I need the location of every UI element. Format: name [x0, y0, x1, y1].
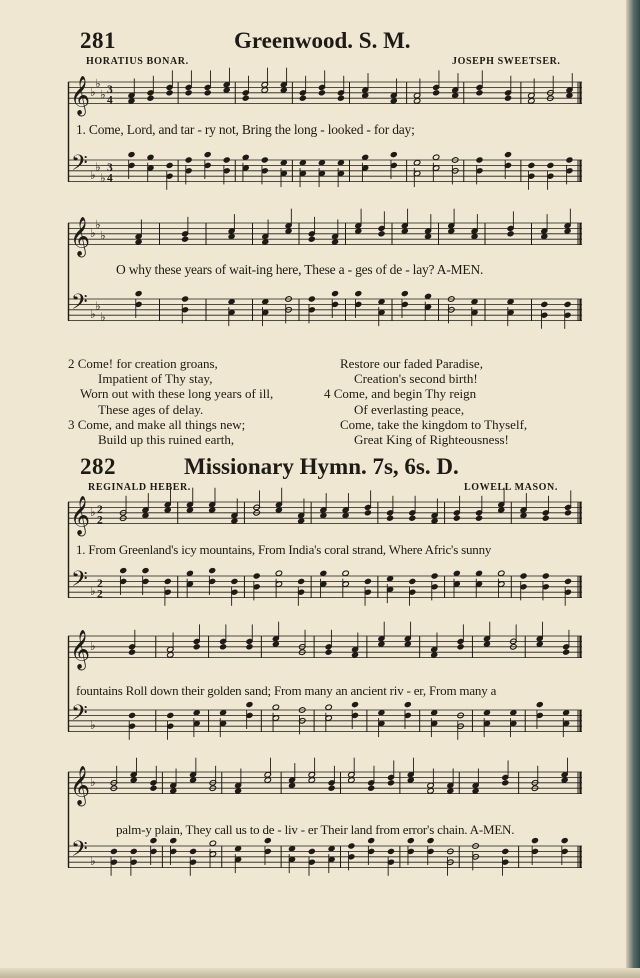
- svg-text:♭: ♭: [90, 168, 96, 183]
- svg-text:♭: ♭: [90, 225, 96, 240]
- svg-text:2: 2: [97, 503, 103, 516]
- svg-text:3: 3: [107, 83, 113, 96]
- verse-line: 3 Come, and make all things new;: [68, 416, 246, 432]
- verse-line: Build up this ruined earth,: [98, 431, 235, 447]
- hymn-title: Greenwood. S. M.: [234, 28, 411, 53]
- svg-text:♭: ♭: [90, 854, 96, 869]
- music-system: [68, 74, 582, 220]
- bass-clef-icon: 𝄢: [71, 567, 88, 598]
- svg-text:♭: ♭: [100, 228, 106, 243]
- hymn-title: Missionary Hymn. 7s, 6s. D.: [184, 454, 459, 479]
- treble-clef-icon: 𝄞: [70, 75, 91, 116]
- svg-text:♭: ♭: [90, 638, 96, 653]
- hymn-number: 281: [80, 28, 116, 53]
- svg-text:♭: ♭: [95, 217, 101, 232]
- bass-clef-icon: 𝄢: [71, 837, 88, 868]
- treble-clef-icon: 𝄞: [70, 629, 91, 670]
- verse-line: 2 Come! for creation groans,: [68, 356, 218, 371]
- lyric-line: 1. From Greenland's icy mountains, From India's coral strand, Where Afric's sunny: [76, 542, 492, 557]
- svg-text:♭: ♭: [100, 170, 106, 185]
- svg-text:2: 2: [97, 577, 103, 590]
- svg-text:♭: ♭: [90, 718, 96, 733]
- verses-right: [324, 356, 527, 447]
- music-staff-graphic: [68, 74, 582, 220]
- treble-clef-icon: 𝄞: [70, 765, 91, 806]
- svg-text:2: 2: [97, 588, 103, 601]
- hymn-composer: LOWELL MASON.: [464, 482, 558, 493]
- svg-text:♭: ♭: [100, 87, 106, 102]
- treble-clef-icon: 𝄞: [70, 495, 91, 536]
- svg-text:♭: ♭: [95, 76, 101, 91]
- svg-text:♭: ♭: [90, 504, 96, 519]
- bass-clef-icon: 𝄢: [71, 290, 88, 321]
- music-staff-graphic: [68, 494, 582, 628]
- hymn-author: HORATIUS BONAR.: [86, 56, 189, 67]
- svg-text:♭: ♭: [95, 160, 101, 175]
- bottom-edge: [0, 968, 640, 978]
- bass-clef-icon: 𝄢: [71, 701, 88, 732]
- hymn-number: 282: [80, 454, 116, 479]
- verse-line: 4 Come, and begin Thy reign: [324, 386, 477, 402]
- bass-clef-icon: 𝄢: [71, 151, 88, 182]
- verse-line: Worn out with these long years of ill,: [80, 386, 274, 402]
- hymn-composer: JOSEPH SWEETSER.: [452, 56, 561, 67]
- svg-text:2: 2: [97, 514, 103, 527]
- svg-text:3: 3: [107, 161, 113, 174]
- svg-text:4: 4: [107, 172, 113, 185]
- hymn-author: REGINALD HEBER.: [88, 482, 191, 493]
- lyric-line: palm-y plain, They call us to de - liv - er Their land from error's chain. A-MEN.: [116, 822, 515, 837]
- verses-left: [68, 356, 273, 447]
- verse-line: These ages of delay.: [98, 401, 204, 417]
- verse-line: Creation's second birth!: [354, 371, 478, 387]
- lyric-line: 1. Come, Lord, and tar - ry not, Bring the long - looked - for day;: [76, 122, 415, 137]
- verse-line: Of everlasting peace,: [354, 401, 465, 417]
- svg-text:♭: ♭: [90, 307, 96, 322]
- verse-line: Restore our faded Paradise,: [340, 356, 483, 371]
- svg-text:♭: ♭: [90, 774, 96, 789]
- verse-line: Great King of Righteousness!: [354, 431, 509, 447]
- svg-text:♭: ♭: [90, 584, 96, 599]
- verse-line: Come, take the kingdom to Thyself,: [340, 416, 528, 432]
- lyric-line: fountains Roll down their golden sand; From many an ancient riv - er, From many a: [76, 683, 497, 698]
- verse-line: Impatient of Thy stay,: [98, 371, 213, 387]
- lyric-line: O why these years of wait-ing here, These a - ges of de - lay? A-MEN.: [116, 262, 484, 277]
- page-edge: [626, 0, 640, 978]
- treble-clef-icon: 𝄞: [70, 216, 91, 257]
- svg-text:♭: ♭: [90, 84, 96, 99]
- music-staff-graphic: [68, 215, 582, 355]
- svg-text:♭: ♭: [95, 299, 101, 314]
- svg-text:♭: ♭: [100, 309, 106, 324]
- music-system: [68, 215, 582, 355]
- music-system: [68, 494, 582, 628]
- svg-text:4: 4: [107, 94, 113, 107]
